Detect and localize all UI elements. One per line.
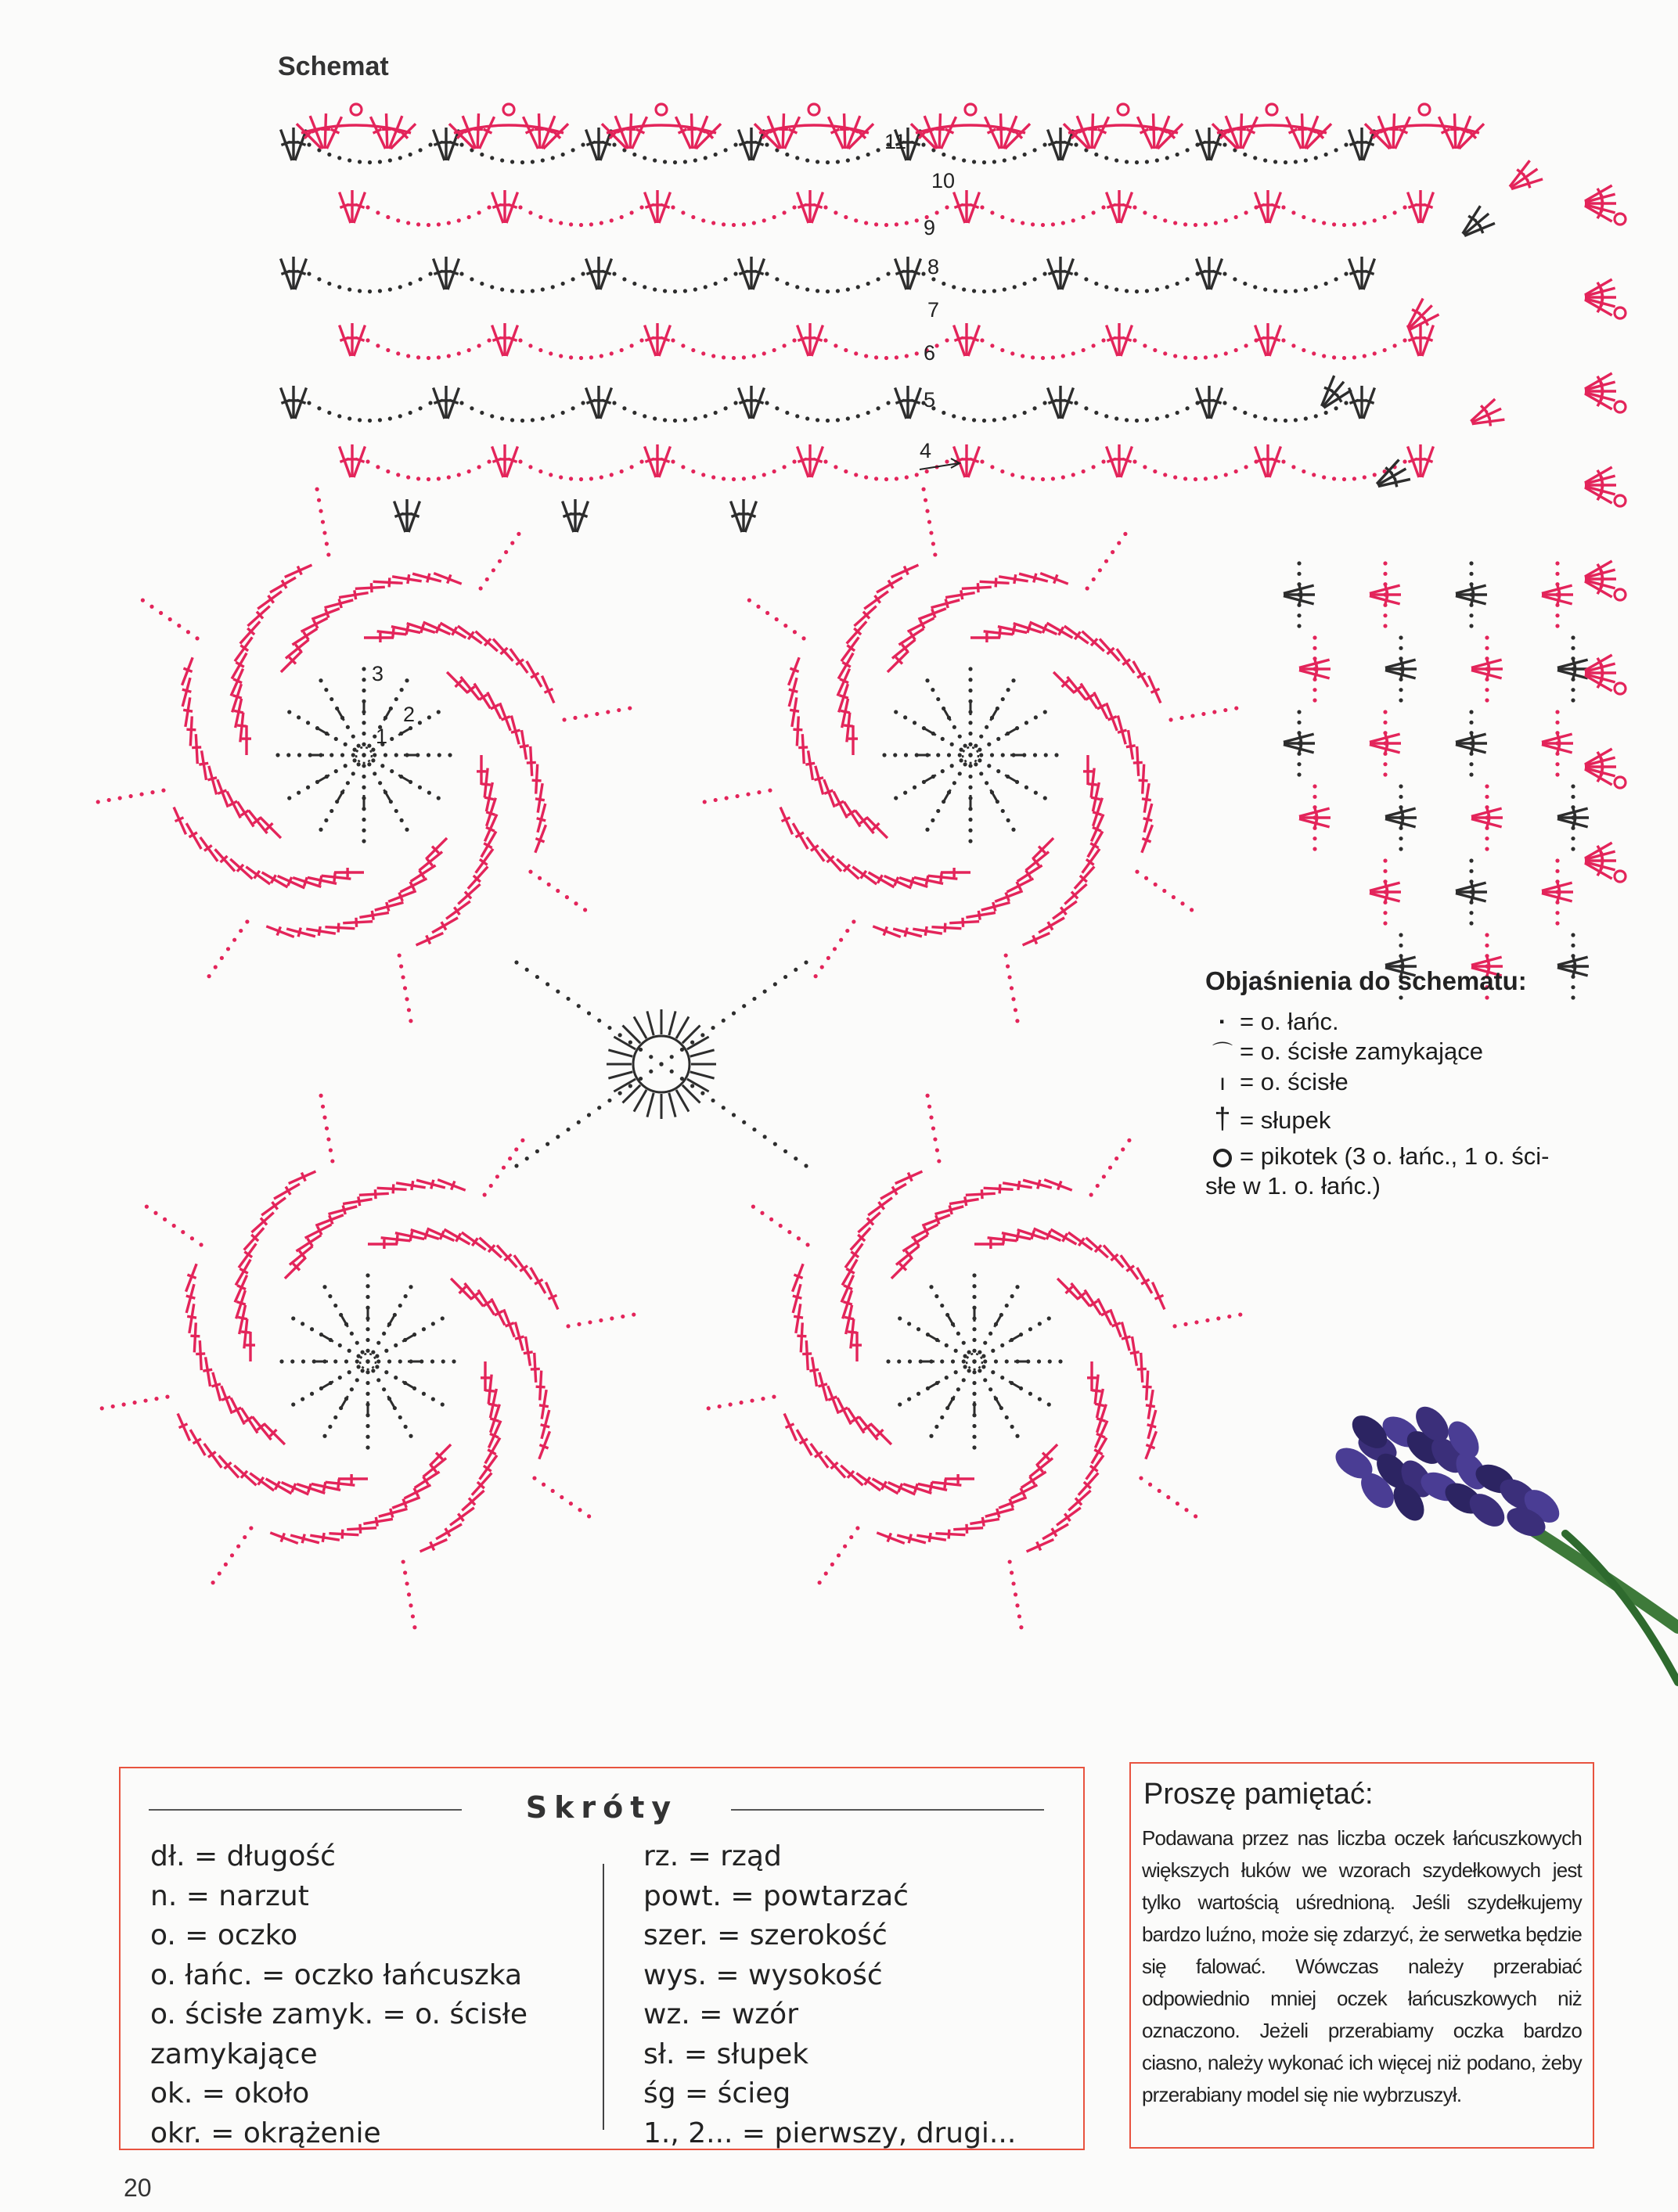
abbreviation-item: rz. = rząd	[643, 1840, 782, 1872]
legend-item-text: = o. ścisłe zamykające	[1240, 1038, 1483, 1065]
dagger-icon: †	[1214, 1102, 1231, 1135]
row-number-label: 5	[924, 388, 936, 412]
fan-rows-area	[276, 104, 1487, 534]
legend-item-continuation	[1205, 1171, 1612, 1201]
abbreviations-right-column	[643, 1837, 1016, 2153]
abbreviation-item: szer. = szerokość	[643, 1919, 888, 1951]
row-number-label: 6	[924, 341, 936, 365]
legend-item	[1205, 1037, 1612, 1067]
legend-item-text: = o. ścisłe	[1240, 1068, 1349, 1095]
row-number-label: 4	[920, 439, 932, 462]
abbreviation-item: o. łańc. = oczko łańcuszka	[150, 1958, 523, 1991]
abbreviation-item: okr. = okrążenie	[150, 2117, 381, 2149]
legend-item	[1205, 1104, 1612, 1135]
abbreviation-item: o. ścisłe zamyk. = o. ścisłe	[150, 1998, 528, 2030]
page-number: 20	[124, 2174, 152, 2202]
row-number-label: 7	[927, 298, 940, 322]
row-number-labels	[372, 130, 960, 748]
row-number-label: 1	[376, 725, 388, 748]
row-number-label: 8	[927, 255, 940, 279]
legend-continuation-text: słe w 1. o. łańc.)	[1205, 1172, 1381, 1200]
legend-item-text: = o. łańc.	[1240, 1008, 1339, 1035]
legend-item	[1205, 1067, 1612, 1098]
abbreviations-left-column	[150, 1837, 528, 2153]
legend-item-text: = pikotek (3 o. łańc., 1 o. ści-	[1240, 1142, 1550, 1170]
corner-fans-area	[1282, 156, 1626, 999]
abbreviation-item: sł. = słupek	[643, 2038, 809, 2070]
abbreviation-item: wz. = wzór	[643, 1998, 798, 2030]
abbreviations-title: Skróty	[121, 1790, 1083, 1825]
slip-arc-icon: ⌒	[1212, 1041, 1233, 1064]
remember-title: Proszę pamiętać:	[1143, 1778, 1374, 1811]
abbreviations-box	[119, 1767, 1085, 2150]
legend-item	[1205, 1142, 1612, 1171]
abbreviation-item: 1., 2... = pierwszy, drugi...	[643, 2117, 1017, 2149]
row-number-label: 9	[924, 216, 936, 239]
legend	[1205, 966, 1612, 1201]
column-divider	[603, 1864, 604, 2130]
chain-dot-icon: ·	[1218, 1008, 1227, 1035]
abbreviation-item: n. = narzut	[150, 1879, 309, 1912]
remember-box	[1129, 1762, 1594, 2149]
abbreviation-item: powt. = powtarzać	[643, 1879, 909, 1912]
row-number-label: 11	[884, 130, 907, 153]
remember-text: Podawana przez nas liczba oczek łańcuszkowych większych łuków we wzorach szydełkowych jest tylko wartością uśrednioną. Jeśli szydełkujemy bardzo luźno, może się zdarzyć, że serwetka będzie się falować. Wówczas należy przerabiać odpowiednio mniej oczek łańcuszkowych niż oznaczono. Jeżeli przerabiamy oczka bardzo ciasno, należy wykonać ich więcej niż podano, żeby przerabiany model się nie wybrzuszył.	[1142, 1826, 1582, 2106]
abbreviation-item: śg = ścieg	[643, 2077, 791, 2109]
abbreviation-item: wys. = wysokość	[643, 1958, 883, 1991]
chart-heading: Schemat	[278, 52, 389, 81]
legend-title: Objaśnienia do schematu:	[1205, 966, 1527, 995]
single-bar-icon: ı	[1219, 1070, 1226, 1095]
abbreviation-item: o. = oczko	[150, 1919, 298, 1951]
abbreviation-item: dł. = długość	[150, 1840, 336, 1872]
lavender-flower-image	[1330, 1401, 1678, 1682]
row-number-label: 3	[372, 662, 384, 685]
abbreviation-item: ok. = około	[150, 2077, 310, 2109]
picot-ring-icon	[1205, 1142, 1240, 1171]
row-number-label: 10	[931, 169, 956, 192]
center-ring-motif	[514, 960, 808, 1167]
abbreviation-item: zamykające	[150, 2038, 318, 2070]
row-number-label: 2	[403, 703, 416, 726]
legend-item	[1205, 1007, 1612, 1037]
spiral-motifs-area	[96, 487, 1243, 1630]
legend-item-text: = słupek	[1240, 1106, 1331, 1134]
